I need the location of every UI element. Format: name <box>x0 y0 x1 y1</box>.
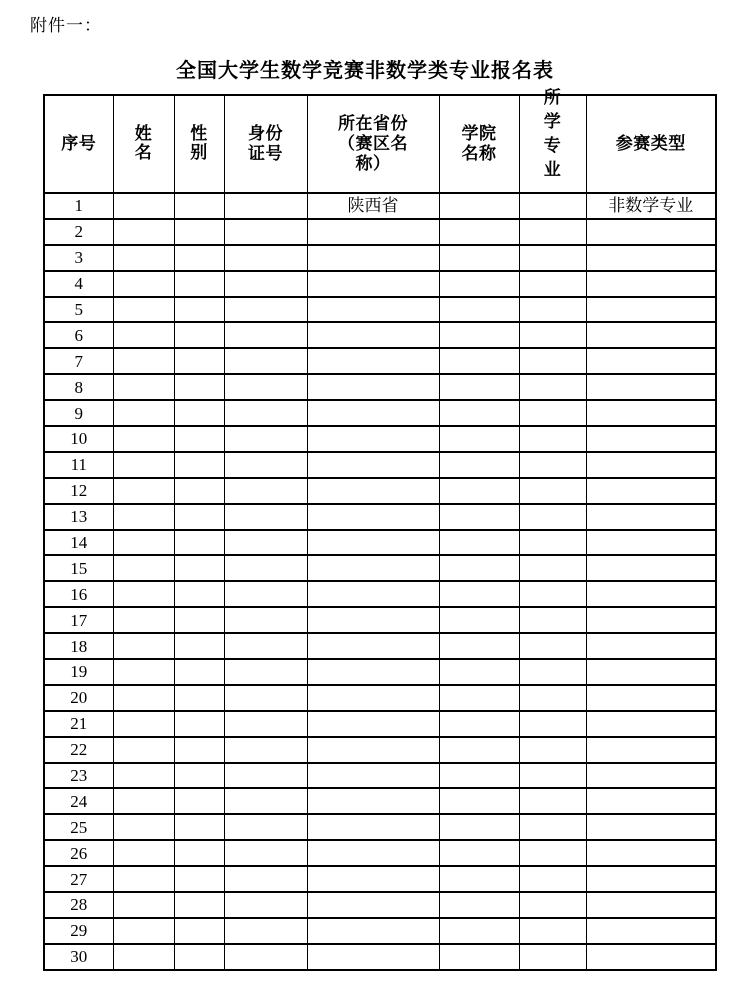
column-header-college: 学院 名称 <box>439 95 519 193</box>
cell-index: 15 <box>44 555 113 581</box>
cell-index: 7 <box>44 348 113 374</box>
cell-college <box>439 219 519 245</box>
cell-province <box>307 737 439 763</box>
cell-index: 13 <box>44 504 113 530</box>
table-row <box>44 866 716 892</box>
table-row <box>44 478 716 504</box>
table-body <box>44 193 716 970</box>
cell-college <box>439 918 519 944</box>
cell-id_number <box>224 504 307 530</box>
cell-index: 26 <box>44 840 113 866</box>
cell-gender <box>174 633 224 659</box>
cell-name <box>113 348 174 374</box>
column-header-gender: 性 别 <box>174 95 224 193</box>
cell-major <box>519 788 586 814</box>
cell-gender <box>174 840 224 866</box>
cell-index: 11 <box>44 452 113 478</box>
cell-name <box>113 245 174 271</box>
cell-gender <box>174 297 224 323</box>
column-header-index: 序号 <box>44 95 113 193</box>
cell-major <box>519 866 586 892</box>
cell-gender <box>174 737 224 763</box>
cell-gender <box>174 245 224 271</box>
cell-type <box>586 297 716 323</box>
cell-college <box>439 581 519 607</box>
cell-id_number <box>224 944 307 970</box>
cell-id_number <box>224 452 307 478</box>
cell-province <box>307 530 439 556</box>
cell-type <box>586 348 716 374</box>
cell-name <box>113 685 174 711</box>
cell-province <box>307 478 439 504</box>
cell-name <box>113 607 174 633</box>
cell-id_number <box>224 607 307 633</box>
cell-gender <box>174 271 224 297</box>
cell-name <box>113 918 174 944</box>
cell-index: 18 <box>44 633 113 659</box>
cell-gender <box>174 711 224 737</box>
cell-province <box>307 504 439 530</box>
cell-id_number <box>224 711 307 737</box>
table-row <box>44 840 716 866</box>
cell-type: 非数学专业 <box>586 193 716 219</box>
table-row <box>44 711 716 737</box>
cell-type <box>586 555 716 581</box>
cell-college <box>439 711 519 737</box>
table-row <box>44 555 716 581</box>
cell-id_number <box>224 685 307 711</box>
registration-table <box>43 88 717 971</box>
cell-gender <box>174 685 224 711</box>
cell-college <box>439 763 519 789</box>
cell-gender <box>174 400 224 426</box>
cell-type <box>586 737 716 763</box>
table-row <box>44 426 716 452</box>
cell-id_number <box>224 297 307 323</box>
cell-type <box>586 374 716 400</box>
cell-type <box>586 763 716 789</box>
cell-gender <box>174 763 224 789</box>
cell-major <box>519 478 586 504</box>
cell-college <box>439 400 519 426</box>
cell-province: 陕西省 <box>307 193 439 219</box>
cell-province <box>307 814 439 840</box>
cell-province <box>307 685 439 711</box>
table-row <box>44 918 716 944</box>
cell-id_number <box>224 659 307 685</box>
cell-name <box>113 555 174 581</box>
cell-province <box>307 866 439 892</box>
cell-name <box>113 892 174 918</box>
table-row <box>44 944 716 970</box>
cell-name <box>113 763 174 789</box>
cell-name <box>113 426 174 452</box>
cell-type <box>586 633 716 659</box>
cell-type <box>586 245 716 271</box>
table-row <box>44 659 716 685</box>
cell-id_number <box>224 918 307 944</box>
cell-major <box>519 374 586 400</box>
cell-type <box>586 219 716 245</box>
cell-type <box>586 271 716 297</box>
cell-gender <box>174 193 224 219</box>
cell-gender <box>174 944 224 970</box>
cell-college <box>439 944 519 970</box>
cell-major <box>519 607 586 633</box>
cell-id_number <box>224 892 307 918</box>
cell-name <box>113 530 174 556</box>
cell-college <box>439 426 519 452</box>
cell-province <box>307 607 439 633</box>
cell-name <box>113 866 174 892</box>
cell-major <box>519 530 586 556</box>
cell-index: 4 <box>44 271 113 297</box>
cell-college <box>439 685 519 711</box>
cell-name <box>113 711 174 737</box>
table-row <box>44 400 716 426</box>
cell-index: 9 <box>44 400 113 426</box>
cell-index: 10 <box>44 426 113 452</box>
cell-id_number <box>224 737 307 763</box>
cell-index: 2 <box>44 219 113 245</box>
cell-province <box>307 219 439 245</box>
header-row <box>44 95 716 193</box>
table-row <box>44 737 716 763</box>
table-row <box>44 271 716 297</box>
form-title: 全国大学生数学竞赛非数学类专业报名表 <box>176 60 554 82</box>
cell-major <box>519 737 586 763</box>
cell-type <box>586 322 716 348</box>
cell-gender <box>174 659 224 685</box>
cell-college <box>439 271 519 297</box>
cell-type <box>586 659 716 685</box>
cell-college <box>439 814 519 840</box>
cell-gender <box>174 555 224 581</box>
cell-name <box>113 840 174 866</box>
table-row <box>44 322 716 348</box>
cell-index: 28 <box>44 892 113 918</box>
table-header <box>44 88 716 193</box>
cell-province <box>307 763 439 789</box>
cell-name <box>113 297 174 323</box>
cell-type <box>586 400 716 426</box>
cell-gender <box>174 607 224 633</box>
cell-college <box>439 478 519 504</box>
cell-id_number <box>224 788 307 814</box>
table-row <box>44 504 716 530</box>
cell-type <box>586 530 716 556</box>
cell-province <box>307 400 439 426</box>
cell-province <box>307 271 439 297</box>
cell-college <box>439 788 519 814</box>
cell-index: 14 <box>44 530 113 556</box>
cell-name <box>113 814 174 840</box>
cell-province <box>307 659 439 685</box>
cell-province <box>307 426 439 452</box>
cell-college <box>439 659 519 685</box>
cell-gender <box>174 530 224 556</box>
cell-major <box>519 685 586 711</box>
cell-name <box>113 219 174 245</box>
table-row <box>44 297 716 323</box>
cell-college <box>439 866 519 892</box>
cell-major <box>519 193 586 219</box>
cell-major <box>519 426 586 452</box>
cell-major <box>519 711 586 737</box>
table-row <box>44 245 716 271</box>
cell-name <box>113 452 174 478</box>
cell-province <box>307 452 439 478</box>
cell-id_number <box>224 633 307 659</box>
cell-type <box>586 607 716 633</box>
column-header-province: 所在省份 （赛区名 称） <box>307 95 439 193</box>
cell-gender <box>174 452 224 478</box>
cell-type <box>586 944 716 970</box>
cell-gender <box>174 814 224 840</box>
cell-name <box>113 581 174 607</box>
cell-index: 27 <box>44 866 113 892</box>
cell-name <box>113 193 174 219</box>
cell-type <box>586 711 716 737</box>
cell-index: 8 <box>44 374 113 400</box>
column-header-major: 所 学 专 业 <box>519 95 586 193</box>
cell-major <box>519 659 586 685</box>
cell-college <box>439 633 519 659</box>
table-row <box>44 814 716 840</box>
cell-gender <box>174 219 224 245</box>
cell-id_number <box>224 426 307 452</box>
table-row <box>44 892 716 918</box>
cell-index: 16 <box>44 581 113 607</box>
cell-id_number <box>224 400 307 426</box>
cell-major <box>519 633 586 659</box>
cell-name <box>113 737 174 763</box>
cell-type <box>586 840 716 866</box>
table-row <box>44 219 716 245</box>
cell-id_number <box>224 271 307 297</box>
cell-type <box>586 918 716 944</box>
cell-college <box>439 530 519 556</box>
cell-id_number <box>224 374 307 400</box>
table-row <box>44 581 716 607</box>
cell-id_number <box>224 348 307 374</box>
cell-province <box>307 711 439 737</box>
cell-name <box>113 944 174 970</box>
cell-id_number <box>224 763 307 789</box>
cell-major <box>519 452 586 478</box>
cell-name <box>113 322 174 348</box>
cell-id_number <box>224 840 307 866</box>
cell-name <box>113 788 174 814</box>
cell-gender <box>174 374 224 400</box>
cell-province <box>307 633 439 659</box>
cell-major <box>519 245 586 271</box>
cell-id_number <box>224 245 307 271</box>
cell-index: 19 <box>44 659 113 685</box>
cell-id_number <box>224 193 307 219</box>
cell-gender <box>174 348 224 374</box>
cell-id_number <box>224 322 307 348</box>
cell-college <box>439 297 519 323</box>
cell-major <box>519 271 586 297</box>
table-row <box>44 530 716 556</box>
cell-id_number <box>224 581 307 607</box>
table-row <box>44 452 716 478</box>
cell-province <box>307 322 439 348</box>
cell-college <box>439 555 519 581</box>
cell-index: 17 <box>44 607 113 633</box>
cell-index: 6 <box>44 322 113 348</box>
cell-name <box>113 504 174 530</box>
table-row <box>44 348 716 374</box>
cell-college <box>439 607 519 633</box>
cell-type <box>586 504 716 530</box>
cell-major <box>519 581 586 607</box>
cell-gender <box>174 426 224 452</box>
cell-province <box>307 245 439 271</box>
cell-index: 23 <box>44 763 113 789</box>
cell-index: 12 <box>44 478 113 504</box>
column-header-type: 参赛类型 <box>586 95 716 193</box>
cell-major <box>519 348 586 374</box>
cell-type <box>586 685 716 711</box>
cell-province <box>307 374 439 400</box>
cell-id_number <box>224 530 307 556</box>
cell-gender <box>174 322 224 348</box>
cell-college <box>439 245 519 271</box>
cell-gender <box>174 788 224 814</box>
cell-province <box>307 581 439 607</box>
cell-college <box>439 737 519 763</box>
cell-major <box>519 555 586 581</box>
cell-id_number <box>224 866 307 892</box>
cell-college <box>439 348 519 374</box>
cell-type <box>586 788 716 814</box>
table-row <box>44 193 716 219</box>
cell-gender <box>174 478 224 504</box>
column-header-name: 姓 名 <box>113 95 174 193</box>
cell-index: 30 <box>44 944 113 970</box>
cell-province <box>307 555 439 581</box>
cell-type <box>586 814 716 840</box>
table-row <box>44 685 716 711</box>
cell-gender <box>174 892 224 918</box>
cell-name <box>113 271 174 297</box>
table-row <box>44 763 716 789</box>
cell-index: 22 <box>44 737 113 763</box>
cell-index: 25 <box>44 814 113 840</box>
cell-province <box>307 788 439 814</box>
cell-type <box>586 478 716 504</box>
cell-major <box>519 944 586 970</box>
attachment-label: 附件一： <box>30 16 102 35</box>
cell-type <box>586 866 716 892</box>
cell-province <box>307 892 439 918</box>
cell-major <box>519 297 586 323</box>
cell-name <box>113 659 174 685</box>
cell-id_number <box>224 814 307 840</box>
column-header-id_number: 身份 证号 <box>224 95 307 193</box>
cell-id_number <box>224 478 307 504</box>
cell-college <box>439 840 519 866</box>
cell-index: 3 <box>44 245 113 271</box>
cell-college <box>439 452 519 478</box>
cell-gender <box>174 866 224 892</box>
cell-name <box>113 633 174 659</box>
cell-gender <box>174 581 224 607</box>
cell-major <box>519 400 586 426</box>
cell-type <box>586 892 716 918</box>
cell-major <box>519 892 586 918</box>
cell-index: 29 <box>44 918 113 944</box>
cell-name <box>113 478 174 504</box>
cell-type <box>586 581 716 607</box>
cell-type <box>586 452 716 478</box>
cell-index: 1 <box>44 193 113 219</box>
cell-major <box>519 918 586 944</box>
cell-id_number <box>224 555 307 581</box>
cell-index: 20 <box>44 685 113 711</box>
cell-index: 5 <box>44 297 113 323</box>
cell-college <box>439 504 519 530</box>
table-row <box>44 788 716 814</box>
cell-province <box>307 840 439 866</box>
cell-major <box>519 504 586 530</box>
cell-province <box>307 944 439 970</box>
cell-province <box>307 918 439 944</box>
cell-province <box>307 297 439 323</box>
cell-college <box>439 892 519 918</box>
cell-index: 24 <box>44 788 113 814</box>
cell-college <box>439 322 519 348</box>
table-row <box>44 374 716 400</box>
table-row <box>44 607 716 633</box>
cell-gender <box>174 504 224 530</box>
cell-major <box>519 840 586 866</box>
cell-major <box>519 763 586 789</box>
cell-type <box>586 426 716 452</box>
cell-name <box>113 400 174 426</box>
cell-name <box>113 374 174 400</box>
cell-major <box>519 322 586 348</box>
cell-province <box>307 348 439 374</box>
cell-college <box>439 193 519 219</box>
cell-gender <box>174 918 224 944</box>
cell-id_number <box>224 219 307 245</box>
cell-major <box>519 219 586 245</box>
table-row <box>44 633 716 659</box>
cell-major <box>519 814 586 840</box>
cell-college <box>439 374 519 400</box>
cell-index: 21 <box>44 711 113 737</box>
